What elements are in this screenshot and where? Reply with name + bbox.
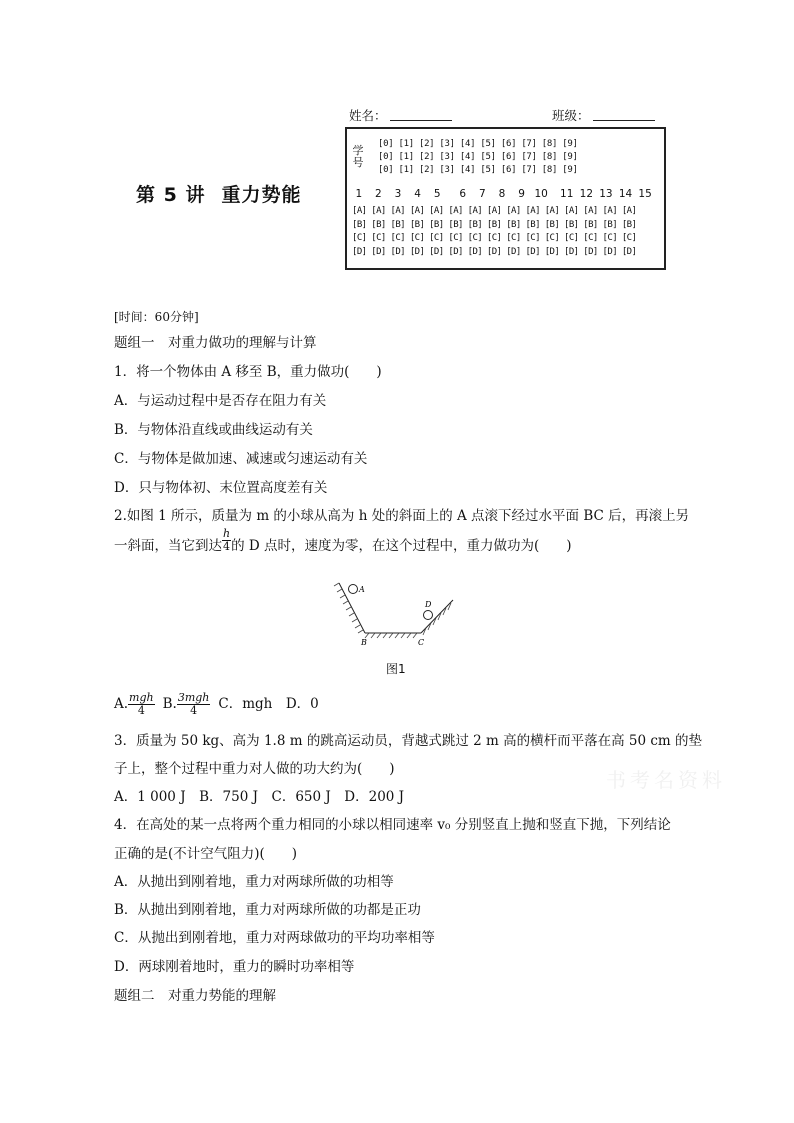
class-blank[interactable] <box>593 108 655 121</box>
q2-stem-line1: 2.如图 1 所示，质量为 m 的小球从高为 h 处的斜面上的 A 点滚下经过水平面 BC 后，再滚上另 <box>114 508 690 524</box>
student-id-grid[interactable] <box>378 138 578 177</box>
q2-fraction: $\frac{h}{4}$ <box>223 527 231 553</box>
page-title <box>136 180 301 207</box>
label-a: A <box>359 585 365 594</box>
q1-option-a: A．与运动过程中是否存在阻力有关 <box>114 393 327 409</box>
q2-options: A. $\frac{\text{mgh}}{4}$ B. $\frac{\text{3mgh}}{4}$ C．mgh D．0 <box>114 690 319 717</box>
ball-a <box>349 585 358 594</box>
option-row[interactable]: [C] [C] [C] [C] [C] [C] [C] [C] [C] [C] [C] [C] [C] [C] [C] <box>352 233 637 243</box>
q1-stem: 1．将一个物体由 A 移至 B，重力做功( ) <box>114 364 382 380</box>
lecture-number: 第 5 讲 <box>136 184 206 206</box>
q4-option-a: A．从抛出到刚着地，重力对两球所做的功相等 <box>114 874 394 890</box>
q4-option-c: C．从抛出到刚着地，重力对两球做功的平均功率相等 <box>114 930 435 946</box>
name-field[interactable] <box>349 106 452 124</box>
name-blank[interactable] <box>390 108 452 121</box>
q4-option-b: B．从抛出到刚着地，重力对两球所做的功都是正功 <box>114 902 421 918</box>
class-label: 班级： <box>552 108 590 123</box>
ball-d <box>424 611 433 620</box>
q4-stem-line2: 正确的是(不计空气阻力)( ) <box>114 846 298 862</box>
q1-option-d: D．只与物体初、末位置高度差有关 <box>114 480 328 496</box>
group2-title: 题组二 对重力势能的理解 <box>114 988 276 1004</box>
q3-options: A．1 000 J B．750 J C．650 J D．200 J <box>114 789 405 805</box>
q3-stem-line2: 子上，整个过程中重力对人做的功大约为( ) <box>114 761 395 777</box>
q1-option-c: C．与物体是做加速、减速或匀速运动有关 <box>114 451 368 467</box>
q4-stem-line1: 4．在高处的某一点将两个重力相同的小球以相同速率 v₀ 分别竖直上抛和竖直下抛，下列结论 <box>114 817 671 833</box>
q4-option-d: D．两球刚着地时，重力的瞬时功率相等 <box>114 959 355 975</box>
student-id-label: 学 号 <box>352 144 364 169</box>
question-numbers: 1 2 3 4 5 6 7 8 9 10 11 12 13 14 15 <box>355 188 652 200</box>
group1-title: 题组一 对重力做功的理解与计算 <box>114 335 317 351</box>
figure-1-track <box>325 578 465 650</box>
id-row[interactable]: [0] [1] [2] [3] [4] [5] [6] [7] [8] [9] <box>378 152 578 162</box>
q1-option-b: B．与物体沿直线或曲线运动有关 <box>114 422 313 438</box>
option-row[interactable]: [D] [D] [D] [D] [D] [D] [D] [D] [D] [D] [D] [D] [D] [D] [D] <box>352 246 637 257</box>
q2-option-b-fraction: $\frac{\text{3mgh}}{4}$ <box>177 690 210 717</box>
class-field[interactable] <box>552 106 655 124</box>
id-row[interactable]: [0] [1] [2] [3] [4] [5] [6] [7] [8] [9] <box>378 165 578 175</box>
name-label: 姓名： <box>349 108 387 123</box>
option-row[interactable]: [B] [B] [B] [B] [B] [B] [B] [B] [B] [B] [B] [B] [B] [B] [B] <box>352 219 637 230</box>
watermark: 书考名资料 <box>606 768 726 792</box>
q2-stem-line2: 一斜面，当它到达 $\frac{h}{4}$ 的 D 点时，速度为零，在这个过程中，重力做功为( ) <box>114 527 572 554</box>
label-c: C <box>418 638 425 647</box>
lecture-topic: 重力势能 <box>221 184 302 206</box>
label-b: B <box>361 638 367 647</box>
q2-option-a-fraction: $\frac{\text{mgh}}{4}$ <box>129 690 154 717</box>
answer-card <box>345 127 666 270</box>
option-row[interactable]: [A] [A] [A] [A] [A] [A] [A] [A] [A] [A] [A] [A] [A] [A] [A] <box>352 206 637 216</box>
answer-option-grid[interactable] <box>352 205 636 259</box>
id-row[interactable]: [0] [1] [2] [3] [4] [5] [6] [7] [8] [9] <box>378 139 578 149</box>
q3-stem-line1: 3．质量为 50 kg、高为 1.8 m 的跳高运动员，背越式跳过 2 m 高的横杆而平落在高 50 cm 的垫 <box>114 733 702 749</box>
figure-1-caption: 图1 <box>386 662 406 676</box>
label-d: D <box>425 600 432 609</box>
time-note: [时间：60分钟] <box>114 310 199 324</box>
